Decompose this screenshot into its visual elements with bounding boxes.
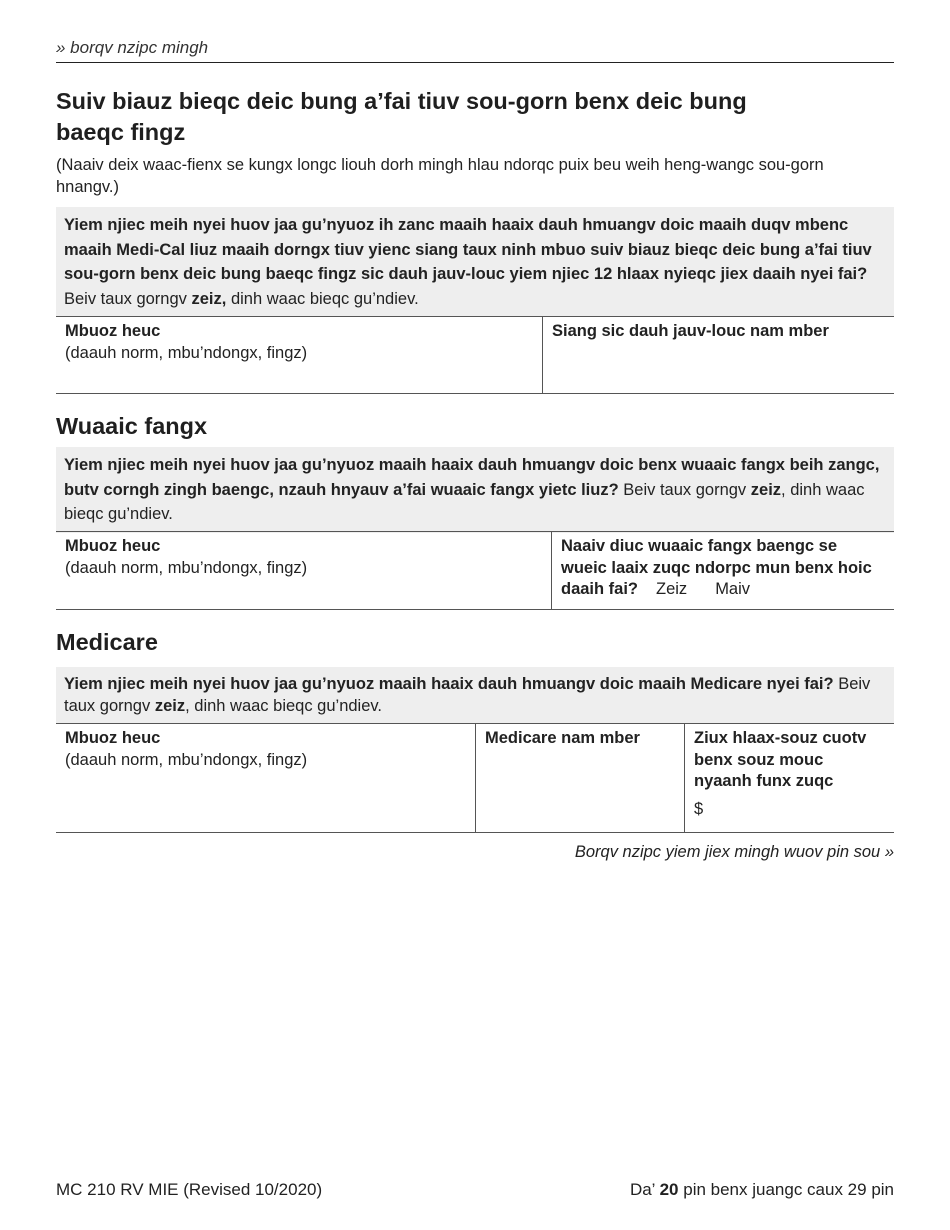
currency-symbol: $	[694, 799, 704, 818]
injury-question-cell	[551, 532, 894, 609]
instruction-pre: Beiv taux gorngv	[64, 675, 871, 715]
name-hint: (daauh norm, mbu’ndongx, fingz)	[65, 343, 308, 362]
instruction-yes: zeiz,	[191, 289, 227, 308]
question-text: Yiem njiec meih nyei huov jaa gu’nyuoz maaih haaix dauh hmuangv doic maaih Medicare nyei fai?	[64, 675, 834, 693]
monthly-premium-label: Ziux hlaax-souz cuotv benx souz mouc nyaanh funx zuqc	[694, 729, 867, 790]
instruction-pre: Beiv taux gorngv	[64, 289, 187, 308]
page-post: pin benx juangc caux 29 pin	[683, 1180, 894, 1199]
instruction-post: dinh waac bieqc gu’ndiev.	[230, 289, 419, 308]
name-hint: (daauh norm, mbu’ndongx, fingz)	[65, 750, 308, 769]
page-pre: Da’	[629, 1180, 655, 1199]
name-cell[interactable]	[56, 317, 542, 393]
instruction-yes: zeiz	[750, 480, 782, 499]
page-number	[630, 1180, 894, 1200]
instruction-pre: Beiv taux gorngv	[623, 480, 747, 499]
injury-question-label: Naaiv diuc wuaaic fangx baengc se wueic laaix zuqc ndorpc mun benx hoic daaih fai?	[561, 537, 872, 598]
option-no[interactable]: Maiv	[715, 580, 751, 598]
section-note: (Naaiv deix waac-fienx se kungx longc liouh dorh mingh hlau ndorqc puix beu weih heng-wangc sou-gorn hnangv.)	[56, 156, 824, 196]
name-cell[interactable]	[56, 532, 551, 609]
case-number-label: Siang sic dauh jauv-louc nam mber	[552, 322, 829, 340]
answer-row-disability	[56, 531, 894, 610]
section-title-medicare: Medicare	[56, 629, 158, 655]
form-id: MC 210 RV MIE (Revised 10/2020)	[56, 1180, 323, 1199]
page-current: 20	[659, 1180, 679, 1199]
question-text: Yiem njiec meih nyei huov jaa gu’nyuoz maaih haaix dauh hmuangv doic benx wuaaic fangx beih zangc, butv corngh zingh baengc, nzauh hnyauv a’fai wuaaic fangx yietc liuz?	[64, 456, 880, 499]
name-hint: (daauh norm, mbu’ndongx, fingz)	[65, 558, 308, 577]
medicare-number-cell[interactable]	[475, 724, 684, 832]
section-title-medical-support: Suiv biauz bieqc deic bung a’fai tiuv sou-gorn benx deic bung baeqc fingz	[56, 88, 747, 145]
question-medical-support	[56, 207, 894, 317]
question-medicare	[56, 667, 894, 723]
name-label: Mbuoz heuc	[65, 537, 161, 555]
answer-row-medicare	[56, 723, 894, 833]
option-yes[interactable]: Zeiz	[656, 580, 688, 598]
monthly-premium-cell[interactable]	[684, 724, 894, 832]
medicare-number-label: Medicare nam mber	[485, 729, 640, 747]
answer-row-medical-support	[56, 316, 894, 394]
continued-on-next: Borqv nzipc yiem jiex mingh wuov pin sou »	[574, 843, 894, 861]
name-label: Mbuoz heuc	[65, 322, 161, 340]
name-label: Mbuoz heuc	[65, 729, 161, 747]
instruction-yes: zeiz	[154, 697, 186, 715]
name-cell[interactable]	[56, 724, 475, 832]
question-text: Yiem njiec meih nyei huov jaa gu’nyuoz ih zanc maaih haaix dauh hmuangv doic maaih duqv mbenc maaih Medi-Cal liuz maaih dorngx tiuv yienc siang taux ninh mbuo suiv biauz bieqc deic bung a’fai tiuv sou-gorn benx deic bung baeqc fingz sic dauh jauv-louc yiem njiec 12 hlaax nyieqc jiex daaih nyei fai?	[64, 216, 872, 283]
instruction-post: , dinh waac bieqc gu’ndiev.	[185, 697, 382, 715]
question-disability	[56, 447, 894, 533]
continued-from-previous: » borqv nzipc mingh	[56, 38, 894, 63]
case-number-cell[interactable]	[542, 317, 894, 393]
instruction-post: , dinh waac bieqc gu’ndiev.	[64, 480, 865, 523]
section-title-disability: Wuaaic fangx	[56, 413, 208, 439]
